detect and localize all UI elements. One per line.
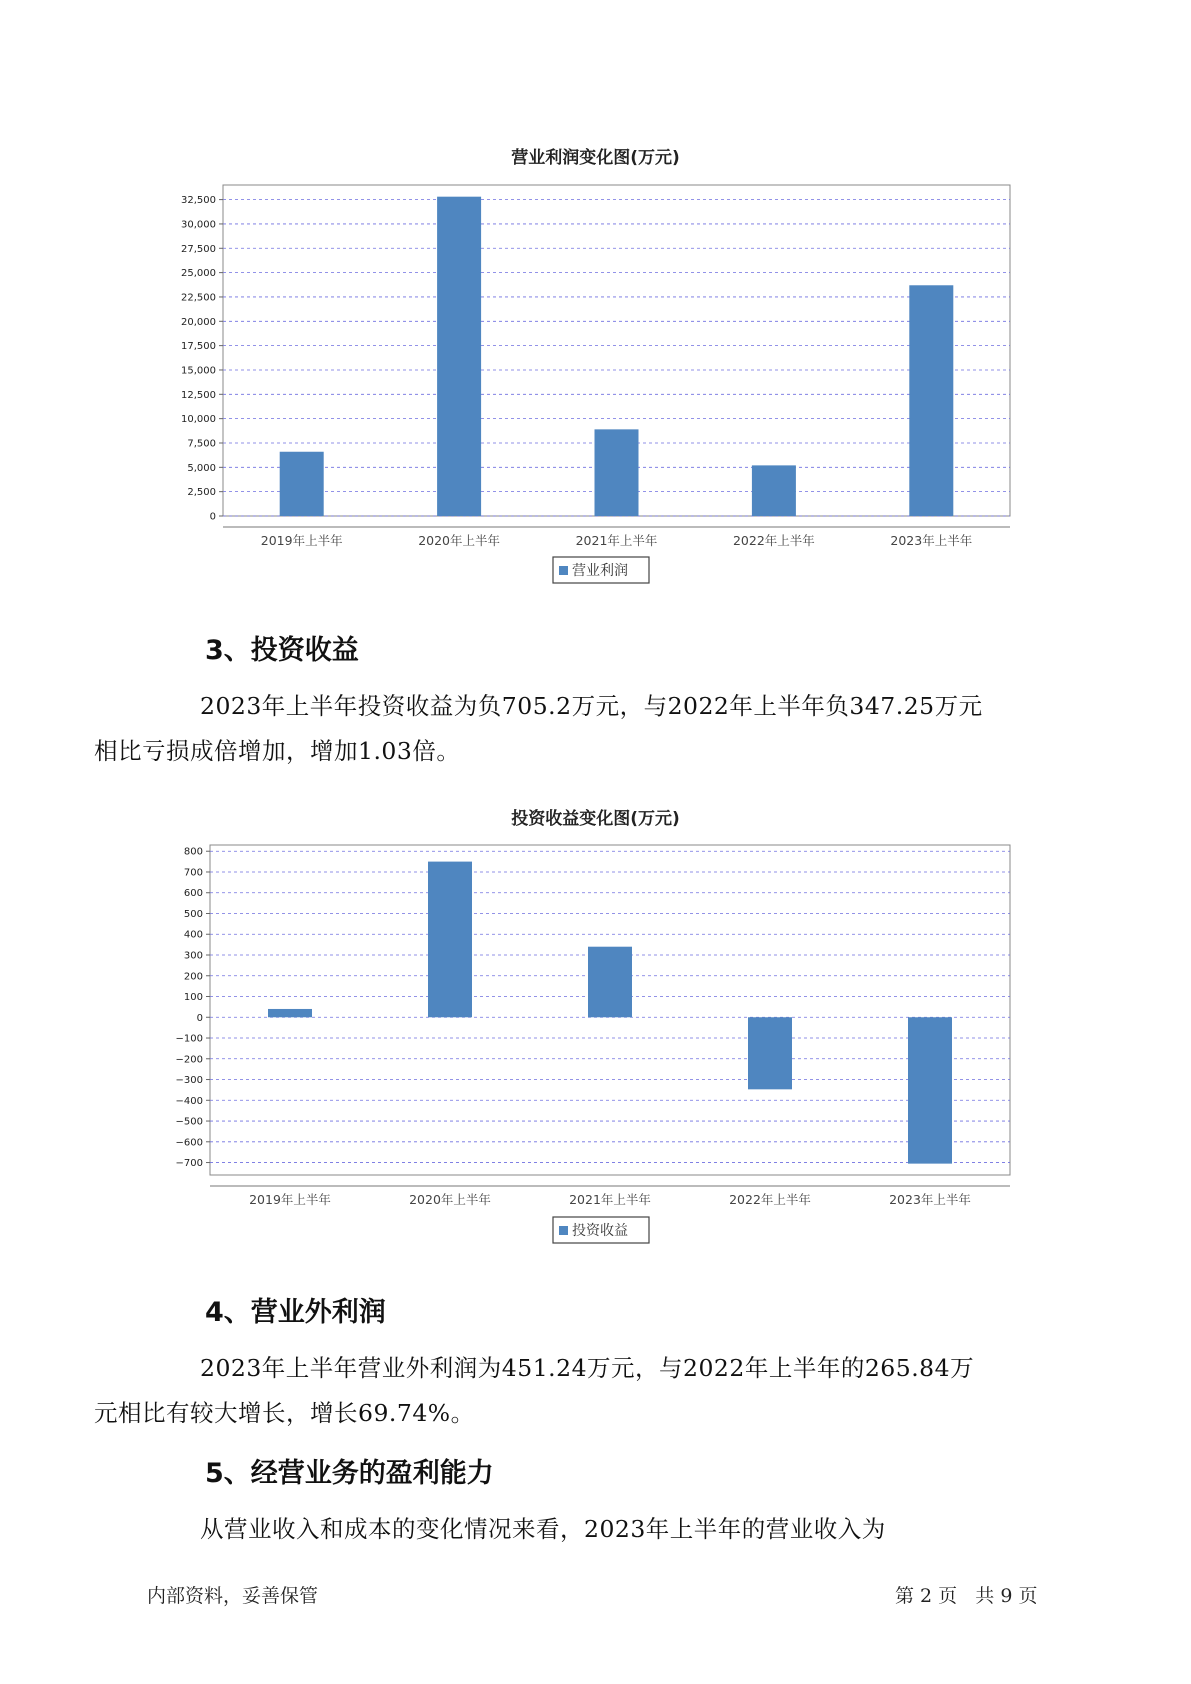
section4-line1: 2023年上半年营业外利润为451.24万元，与2022年上半年的265.84万 <box>200 1354 975 1382</box>
bar-2020年上半年 <box>437 197 481 516</box>
bar-2019年上半年 <box>268 1009 312 1017</box>
y-tick-label: 5,000 <box>187 462 216 474</box>
chart2-title: 投资收益变化图(万元) <box>511 809 680 829</box>
section3-heading: 3、投资收益 <box>205 635 359 666</box>
section5-heading: 5、经营业务的盈利能力 <box>205 1458 494 1489</box>
legend-label: 营业利润 <box>572 563 628 579</box>
y-tick-label: 30,000 <box>181 219 216 231</box>
y-tick-label: 2,500 <box>187 487 216 499</box>
y-tick-label: −700 <box>175 1158 203 1170</box>
y-tick-label: 10,000 <box>181 414 216 426</box>
bar-2021年上半年 <box>588 947 632 1018</box>
chart2-investment-income <box>0 830 1191 1250</box>
chart1-operating-profit <box>0 170 1191 590</box>
section4-heading: 4、营业外利润 <box>205 1297 386 1328</box>
bar-2023年上半年 <box>908 1017 952 1163</box>
y-tick-label: 20,000 <box>181 316 216 328</box>
y-tick-label: −200 <box>175 1054 203 1066</box>
y-tick-label: −300 <box>175 1075 203 1087</box>
x-category-label: 2022年上半年 <box>732 533 815 548</box>
y-tick-label: 200 <box>183 971 203 983</box>
y-tick-label: 0 <box>196 1012 203 1024</box>
x-category-label: 2020年上半年 <box>418 533 501 548</box>
y-tick-label: 100 <box>183 992 203 1004</box>
section3-paragraph <box>94 684 1059 774</box>
y-tick-label: 27,500 <box>181 243 216 255</box>
x-category-label: 2022年上半年 <box>729 1192 811 1207</box>
y-tick-label: 25,000 <box>181 268 216 280</box>
x-category-label: 2019年上半年 <box>249 1192 331 1207</box>
bar-2023年上半年 <box>909 285 953 516</box>
bar-2019年上半年 <box>280 452 324 516</box>
legend-label: 投资收益 <box>572 1223 628 1239</box>
bar-2022年上半年 <box>748 1017 792 1089</box>
x-category-label: 2019年上半年 <box>260 533 343 548</box>
y-tick-label: 0 <box>209 511 216 523</box>
footer-confidential-note: 内部资料，妥善保管 <box>147 1585 319 1607</box>
bar-2022年上半年 <box>752 465 796 516</box>
y-tick-label: 300 <box>183 950 203 962</box>
y-tick-label: 12,500 <box>181 389 216 401</box>
y-tick-label: 17,500 <box>181 341 216 353</box>
y-tick-label: 15,000 <box>181 365 216 377</box>
y-tick-label: −500 <box>175 1116 203 1128</box>
legend-swatch <box>559 566 568 575</box>
section5-line1: 从营业收入和成本的变化情况来看，2023年上半年的营业收入为 <box>200 1515 886 1543</box>
y-tick-label: −400 <box>175 1095 203 1107</box>
y-tick-label: 22,500 <box>181 292 216 304</box>
y-tick-label: 800 <box>183 846 203 858</box>
y-tick-label: −600 <box>175 1137 203 1149</box>
x-category-label: 2020年上半年 <box>409 1192 491 1207</box>
y-tick-label: 400 <box>183 929 203 941</box>
y-tick-label: 32,500 <box>181 195 216 207</box>
y-tick-label: −100 <box>175 1033 203 1045</box>
x-category-label: 2021年上半年 <box>569 1192 651 1207</box>
section4-line2: 元相比有较大增长，增长69.74%。 <box>94 1399 475 1427</box>
legend-swatch <box>559 1226 568 1235</box>
section4-paragraph <box>94 1346 1059 1436</box>
y-tick-label: 7,500 <box>187 438 216 450</box>
bar-2020年上半年 <box>428 862 472 1018</box>
y-tick-label: 700 <box>183 867 203 879</box>
chart1-title: 营业利润变化图(万元) <box>511 148 680 168</box>
footer-page-number: 第 2 页 共 9 页 <box>895 1585 1038 1607</box>
bar-2021年上半年 <box>595 429 639 516</box>
x-category-label: 2021年上半年 <box>575 533 658 548</box>
section3-line2: 相比亏损成倍增加，增加1.03倍。 <box>94 737 461 765</box>
y-tick-label: 500 <box>183 908 203 920</box>
x-category-label: 2023年上半年 <box>890 533 973 548</box>
section5-paragraph <box>147 1507 1059 1552</box>
x-category-label: 2023年上半年 <box>889 1192 971 1207</box>
section3-line1: 2023年上半年投资收益为负705.2万元，与2022年上半年负347.25万元 <box>200 692 983 720</box>
y-tick-label: 600 <box>183 888 203 900</box>
